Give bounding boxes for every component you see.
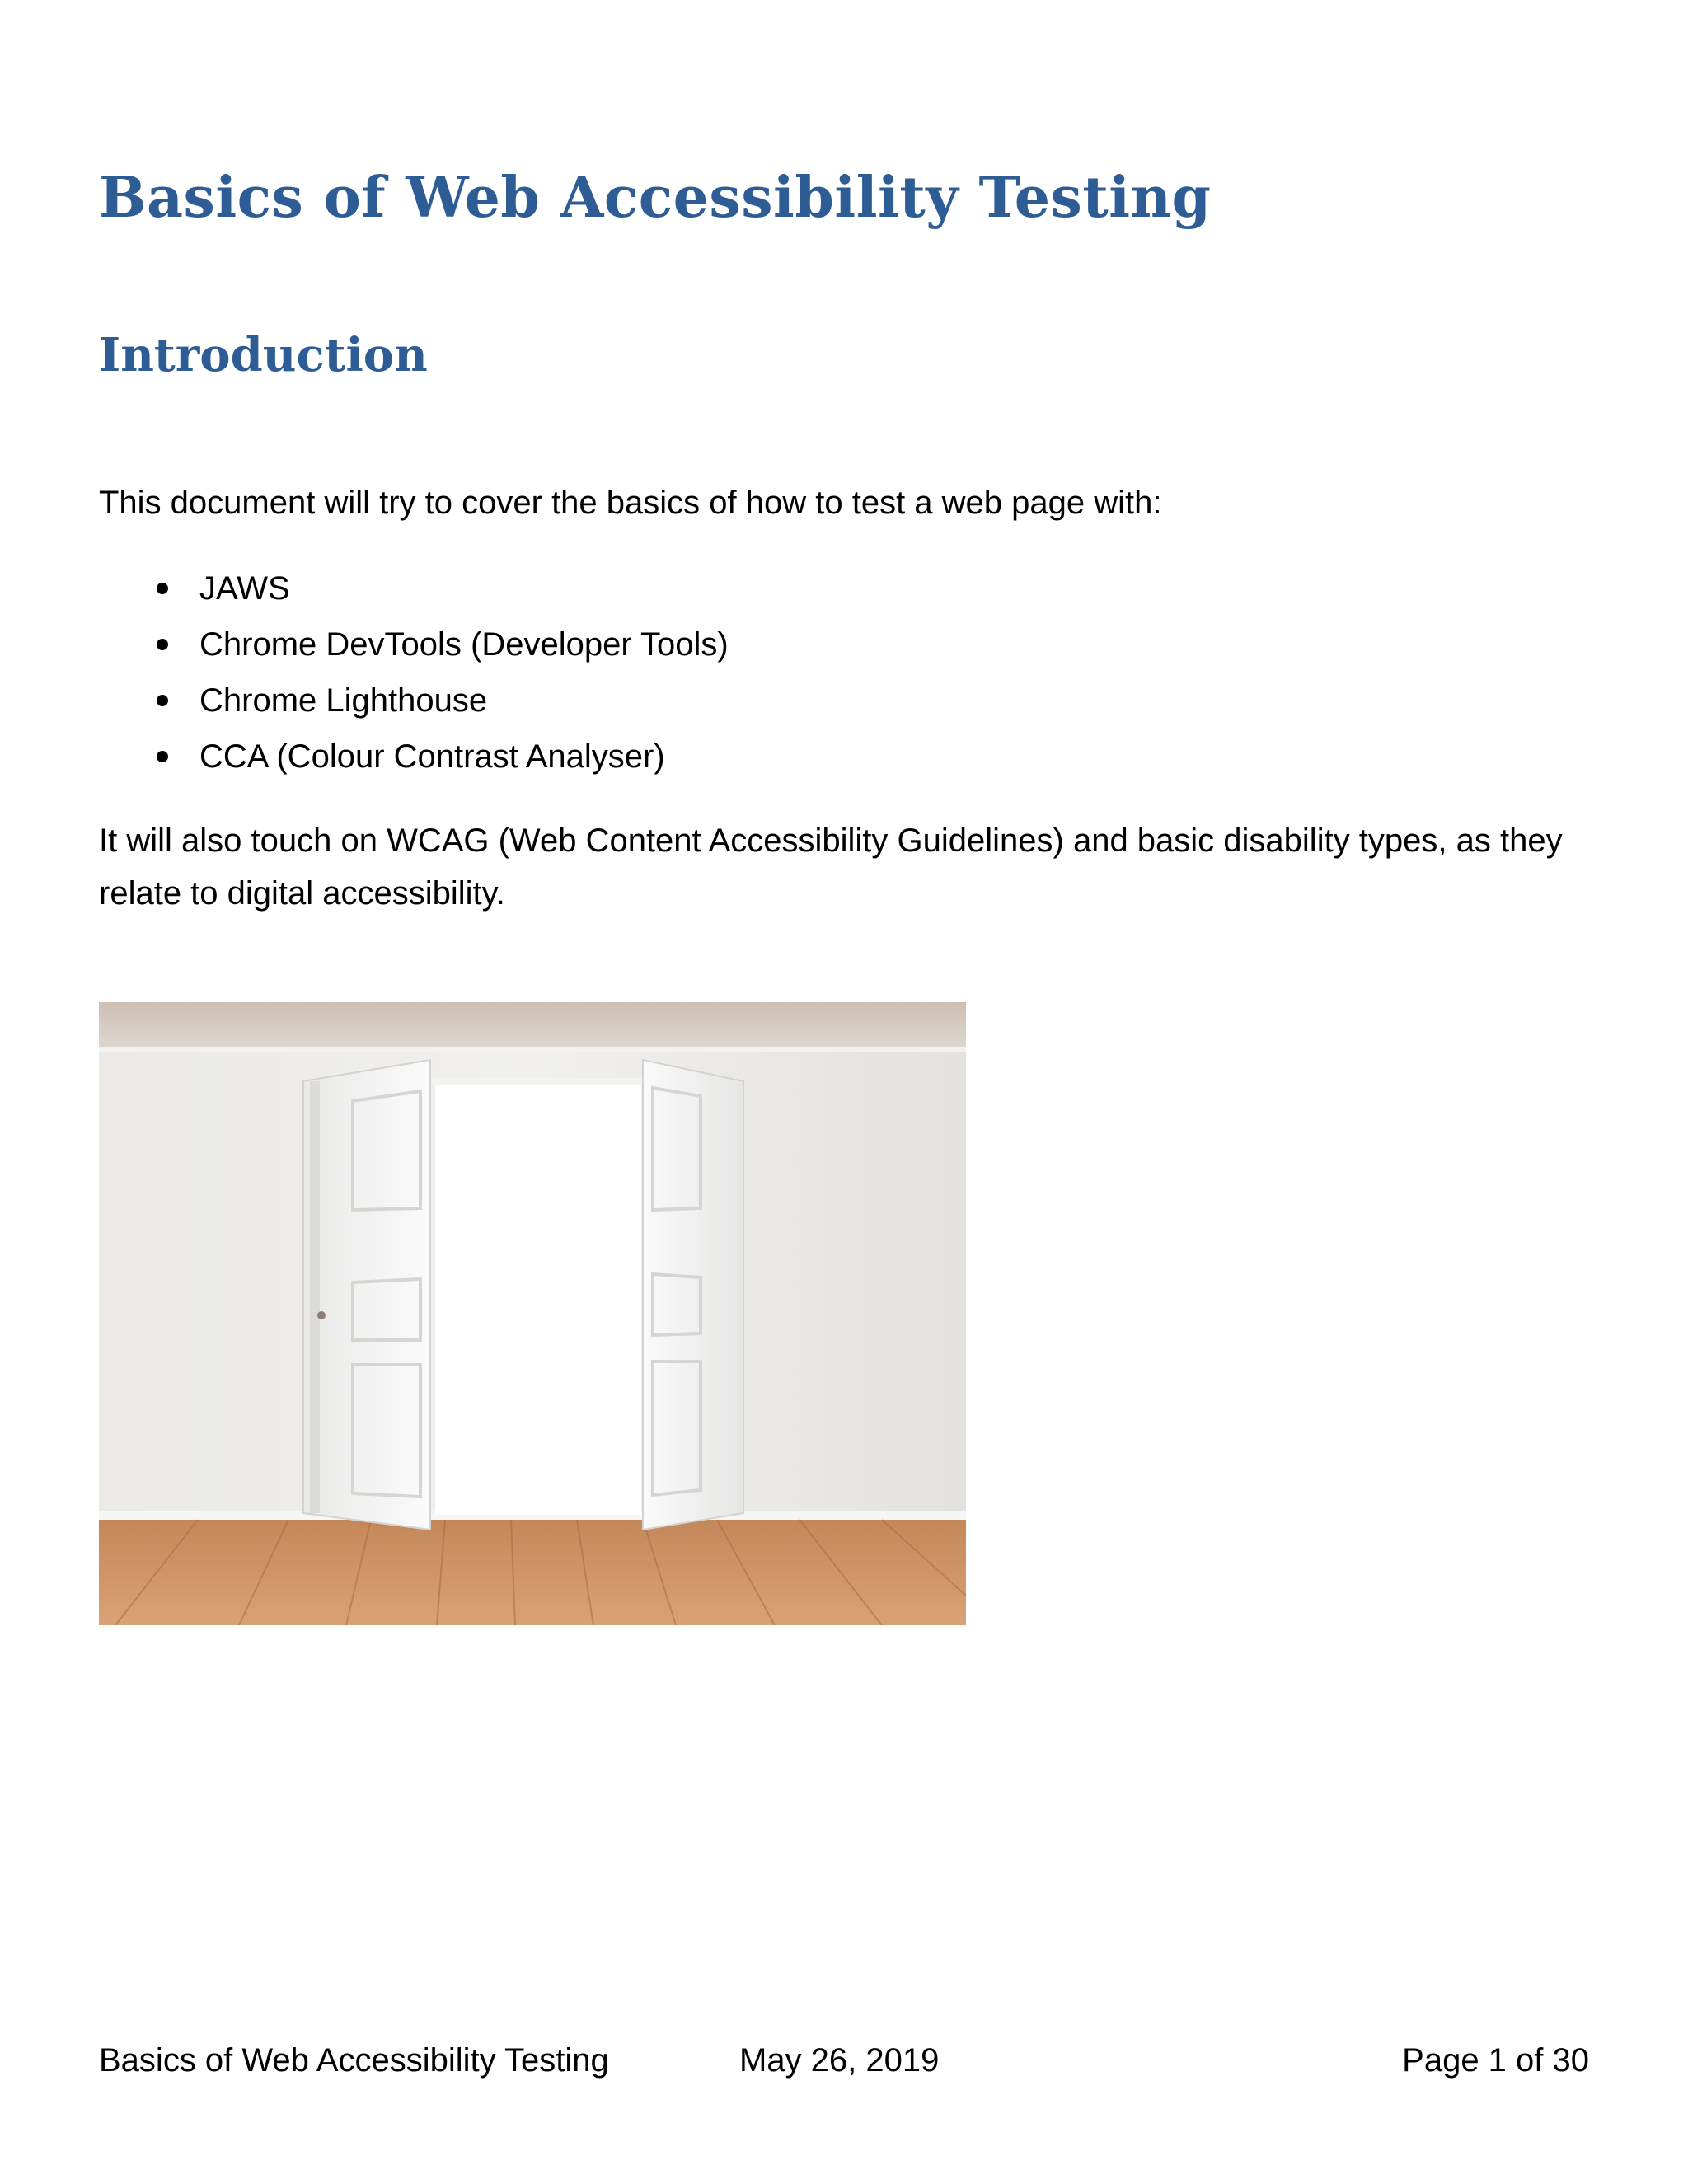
- list-item: [99, 673, 729, 729]
- list-item: [99, 729, 729, 785]
- bullet-icon: [157, 639, 168, 650]
- document-title: Basics of Web Accessibility Testing: [99, 165, 1212, 231]
- list-item-text: JAWS: [199, 570, 290, 607]
- tool-list: [99, 560, 729, 785]
- list-item: [99, 616, 729, 673]
- list-item-text: CCA (Colour Contrast Analyser): [199, 738, 665, 775]
- open-doors-image: [99, 1002, 966, 1625]
- footer-date: May 26, 2019: [739, 2042, 940, 2079]
- section-heading-introduction: Introduction: [99, 328, 428, 382]
- body-paragraph: It will also touch on WCAG (Web Content Accessibility Guidelines) and basic disability types, as they relate to digital accessibility.: [99, 823, 1563, 912]
- list-item: [99, 560, 729, 616]
- footer-page-number: Page 1 of 30: [1402, 2042, 1589, 2079]
- intro-text: This document will try to cover the basics of how to test a web page with:: [99, 485, 1162, 521]
- bullet-icon: [157, 751, 168, 762]
- list-item-text: Chrome DevTools (Developer Tools): [199, 626, 729, 663]
- bullet-icon: [157, 695, 168, 706]
- list-item-text: Chrome Lighthouse: [199, 682, 488, 719]
- bullet-icon: [157, 583, 168, 594]
- footer-title: Basics of Web Accessibility Testing: [99, 2042, 609, 2079]
